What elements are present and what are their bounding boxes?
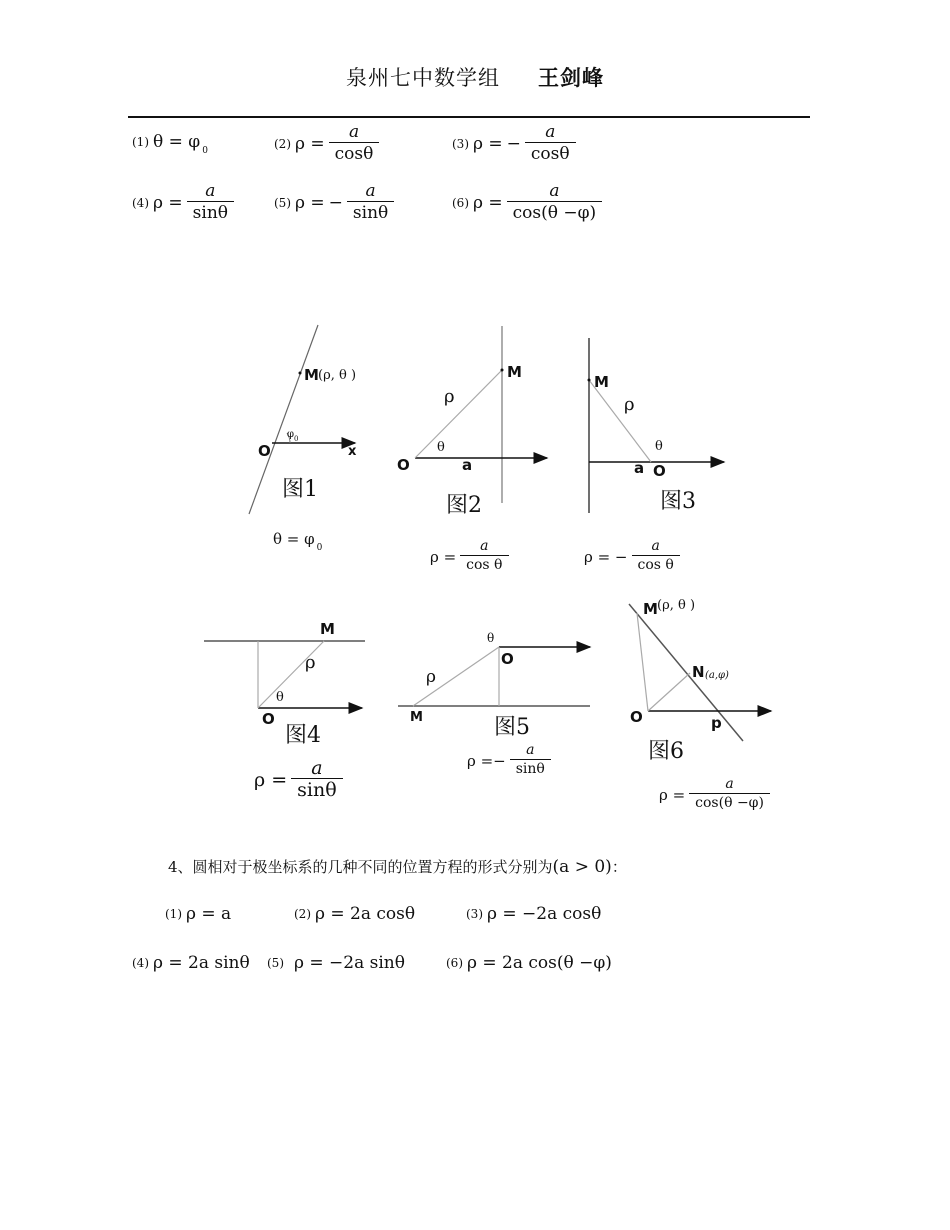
circle-eq-6: (6) ρ = 2a cos(θ −φ)	[446, 953, 612, 973]
fig2-formula: ρ = $\frac{a}{\text{cos θ}}$	[430, 538, 509, 575]
fig4-formula: ρ = $\frac{a}{\sin\theta}$	[254, 758, 343, 801]
fig2-caption: 图2	[446, 493, 482, 518]
figure-4-diagram	[204, 641, 365, 708]
eq-lhs: ρ =	[473, 192, 503, 213]
denominator: cos(θ −φ)	[507, 201, 603, 224]
fig1-label-O: O	[258, 442, 271, 460]
fig1-coord: (ρ, θ )	[318, 368, 357, 383]
fig2-label-M: M	[507, 363, 522, 381]
eq-number: (1)	[132, 135, 149, 149]
fig4-caption: 图4	[285, 723, 321, 748]
circle-eq-4: (4) ρ = 2a sinθ	[132, 953, 250, 973]
numerator: a	[549, 181, 560, 201]
eq-sign: −	[328, 192, 343, 213]
eq-number: (4)	[132, 195, 149, 210]
fig3-label-a: a	[634, 459, 645, 477]
fig2-rho: ρ	[444, 386, 455, 407]
fig3-label-O: O	[653, 462, 666, 480]
fig5-label-O: O	[501, 650, 514, 668]
eq-lhs: ρ =	[295, 192, 325, 213]
numerator: a	[348, 122, 360, 142]
fig1-label-M: M	[304, 366, 319, 384]
fig3-rho: ρ	[624, 394, 635, 415]
circle-eq-2: (2) ρ = 2a cosθ	[294, 904, 416, 924]
school-name: 泉州七中数学组	[346, 66, 500, 90]
fig6-caption: 图6	[648, 739, 684, 764]
eq-lhs: ρ =	[473, 133, 503, 154]
author-name: 王剑峰	[538, 65, 604, 90]
fig6-label-p: p	[711, 714, 722, 732]
eq-sign: −	[506, 133, 521, 154]
denominator: sinθ	[347, 201, 394, 224]
fig3-caption: 图3	[660, 489, 696, 514]
fig1-formula: θ = φ 0	[273, 530, 323, 553]
eq-number: (6)	[452, 195, 469, 210]
fig4-rho: ρ	[305, 652, 316, 673]
fig5-formula: ρ =− $\frac{a}{\sin\theta}$	[467, 742, 551, 779]
fig4-theta: θ	[276, 690, 284, 705]
fig6-label-N: N	[692, 663, 705, 681]
fig5-label-M: M	[410, 710, 423, 725]
eq-number: (5)	[274, 195, 291, 210]
fig6-formula: ρ = $\frac{a}{\cos(\theta -\varphi)}$	[659, 776, 770, 813]
section-4-title: 4、圆相对于极坐标系的几种不同的位置方程的形式分别为(a > 0)：	[168, 857, 627, 877]
fig6-coord: (ρ, θ )	[657, 598, 696, 613]
fig2-theta: θ	[437, 440, 445, 455]
eq-number: (3)	[452, 136, 469, 151]
denominator: cosθ	[329, 142, 380, 165]
fig3-theta: θ	[655, 439, 663, 454]
eq-lhs: θ = φ	[153, 132, 201, 152]
circle-eq-3: (3) ρ = −2a cosθ	[466, 904, 602, 924]
figure-2-diagram	[415, 326, 547, 503]
fig5-caption: 图5	[494, 715, 530, 740]
fig6-label-M: M	[643, 600, 658, 618]
denominator: sinθ	[187, 201, 234, 224]
numerator: a	[205, 181, 216, 201]
eq-subscript: 0	[202, 146, 208, 156]
figure-3-diagram	[588, 338, 725, 513]
fig6-label-O: O	[630, 708, 643, 726]
fig5-theta: θ	[487, 631, 495, 645]
fig3-label-M: M	[594, 373, 609, 391]
circle-eq-5: (5) ρ = −2a sinθ	[267, 953, 405, 973]
fig2-label-a: a	[462, 456, 473, 474]
fig4-label-M: M	[320, 620, 335, 638]
eq-number: (2)	[274, 136, 291, 151]
fig5-rho: ρ	[426, 667, 436, 687]
circle-eq-1: (1) ρ = a	[165, 904, 232, 924]
fig1-caption: 图1	[282, 477, 318, 502]
fig4-label-O: O	[262, 710, 275, 728]
fig1-angle: $\varphi_0$	[287, 429, 299, 443]
denominator: cosθ	[525, 142, 576, 165]
numerator: a	[365, 181, 376, 201]
fig1-label-x: x	[348, 444, 357, 459]
eq-lhs: ρ =	[295, 133, 325, 154]
eq-lhs: ρ =	[153, 192, 183, 213]
fig3-formula: ρ = − $\frac{a}{\text{cos θ}}$	[584, 538, 680, 575]
fig2-label-O: O	[397, 456, 410, 474]
numerator: a	[545, 122, 556, 142]
fig6-N-coord: (a,φ)	[705, 670, 729, 681]
